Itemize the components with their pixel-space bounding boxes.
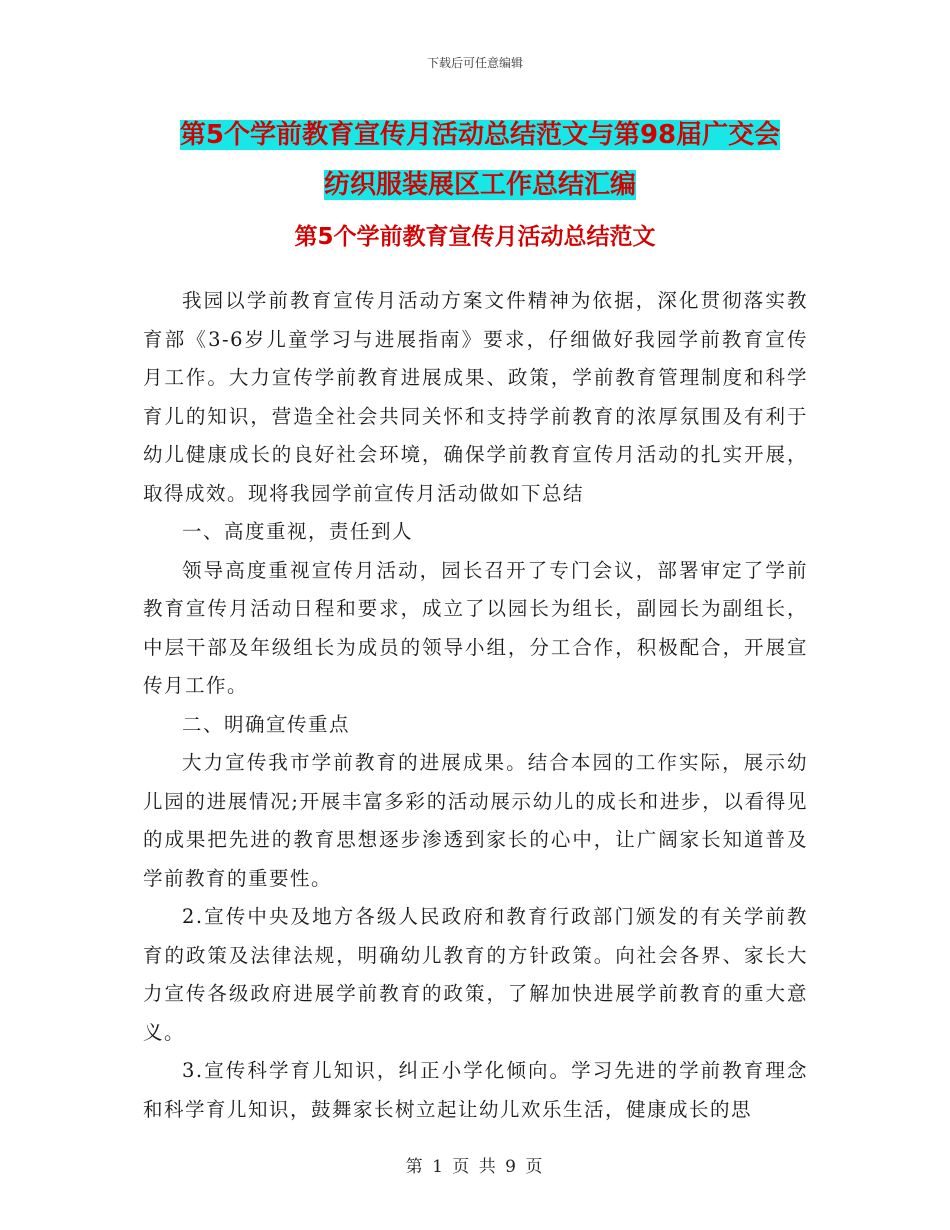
paragraph: 我园以学前教育宣传月活动方案文件精神为依据，深化贯彻落实教育部《3-6岁儿童学习与进展指南》要求，仔细做好我园学前教育宣传月工作。大力宣传学前教育进展成果、政策，学前教育管理制度和科学育儿的知识，营造全社会共同关怀和支持学前教育的浓厚氛围及有利于幼儿健康成长的良好社会环境，确保学前教育宣传月活动的扎实开展，取得成效。现将我园学前宣传月活动做如下总结 [143, 289, 808, 505]
title-line-1: 第5个学前教育宣传月活动总结范文与第98届广交会 [179, 120, 781, 150]
paragraph: 2.宣传中央及地方各级人民政府和教育行政部门颁发的有关学前教育的政策及法律法规，明确幼儿教育的方针政策。向社会各界、家长大力宣传各级政府进展学前教育的政策，了解加快进展学前教育的重大意义。 [143, 905, 808, 1044]
section-title: 第5个学前教育宣传月活动总结范文 [294, 224, 656, 250]
title-line-2: 纺织服装展区工作总结汇编 [323, 170, 636, 200]
paragraph: 3.宣传科学育儿知识，纠正小学化倾向。学习先进的学前教育理念和科学育儿知识，鼓舞家长树立起让幼儿欢乐生活，健康成长的思 [143, 1059, 808, 1121]
page-footer: 第 1 页 共 9 页 [405, 1157, 545, 1177]
header-note: 下载后可任意编辑 [426, 56, 523, 70]
document-body [143, 282, 808, 1129]
paragraph: 领导高度重视宣传月活动，园长召开了专门会议，部署审定了学前教育宣传月活动日程和要求，成立了以园长为组长，副园长为副组长，中层干部及年级组长为成员的领导小组，分工合作，积极配合，开展宣传月工作。 [143, 558, 808, 697]
heading-one: 一、高度重视，责任到人 [182, 520, 414, 543]
document-title [140, 110, 820, 210]
paragraph: 大力宣传我市学前教育的进展成果。结合本园的工作实际，展示幼儿园的进展情况;开展丰富多彩的活动展示幼儿的成长和进步，以看得见的成果把先进的教育思想逐步渗透到家长的心中，让广阔家长知道普及学前教育的重要性。 [143, 751, 808, 890]
heading-two: 二、明确宣传重点 [182, 712, 351, 736]
